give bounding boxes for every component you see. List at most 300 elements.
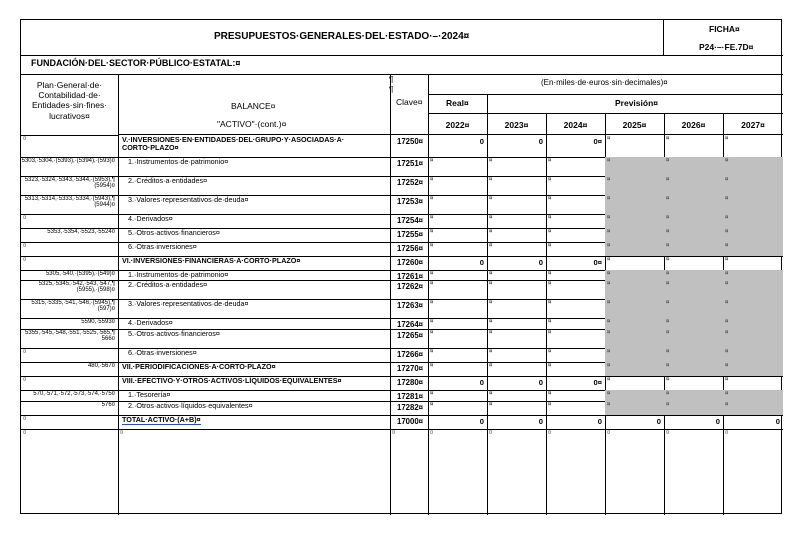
empty-cell-mark: ¤ [607,136,611,142]
value-cell[interactable] [723,228,783,242]
empty-cell-mark: ¤ [666,349,670,355]
empty-cell-mark: ¤ [548,281,552,287]
empty-cell-mark: ¤ [666,363,670,369]
value-cell[interactable] [428,195,487,214]
empty-cell-mark: ¤ [666,377,670,383]
empty-cell-mark: ¤ [548,330,552,336]
row-label: TOTAL·ACTIVO·(A+B)¤ [122,415,201,424]
empty-cell-mark: ¤ [489,430,493,436]
empty-cell-mark: ¤ [725,281,729,287]
value-cell[interactable] [546,270,605,280]
value-cell[interactable] [487,348,546,362]
pgc-accounts: 5303,·5304,·(5393),·(5394),·(593)¤ [21,158,115,164]
empty-cell-mark: ¤ [430,196,434,202]
value-cell[interactable] [664,401,723,415]
row-label: 1.·Tesorería¤ [128,390,171,399]
empty-cell-mark: ¤ [430,243,434,249]
value-cell[interactable] [664,280,723,299]
value-cell[interactable] [664,390,723,401]
value-cell[interactable]: 0 [538,378,543,387]
row-clave: 17261¤ [397,272,424,281]
table-row [21,329,783,348]
value-cell[interactable] [605,256,664,270]
value-cell[interactable] [723,195,783,214]
value-cell[interactable] [605,390,664,401]
empty-cell-mark: ¤ [430,319,434,325]
prevision-header: Previsión¤ [615,98,658,108]
value-cell[interactable] [428,270,487,280]
empty-cell-mark: ¤ [489,215,493,221]
empty-cell-mark: ¤ [489,271,493,277]
empty-cell-mark: ¤ [725,363,729,369]
empty-cell-mark: ¤ [23,257,27,263]
row-clave: 17255¤ [397,230,424,239]
value-cell[interactable] [487,362,546,376]
empty-cell-mark: ¤ [666,158,670,164]
year-header-6: 2027¤ [741,120,765,130]
year-header-2: 2023¤ [504,120,529,130]
pgc-accounts [21,348,118,362]
value-cell[interactable] [546,318,605,329]
empty-cell-mark: ¤ [548,363,552,369]
year-header-1: 2022¤ [445,120,470,130]
empty-cell-mark: ¤ [23,215,27,221]
empty-cell-mark: ¤ [607,281,611,287]
empty-cell-mark: ¤ [548,391,552,397]
empty-cell-mark: ¤ [666,402,670,408]
row-clave: 17262¤ [397,282,424,291]
empty-cell-mark: ¤ [489,402,493,408]
value-cell[interactable] [546,157,605,176]
empty-cell-mark: ¤ [725,319,729,325]
table-row [21,228,783,242]
empty-cell-mark: ¤ [725,257,729,263]
value-cell[interactable] [605,401,664,415]
value-cell[interactable] [428,401,487,415]
value-cell[interactable] [428,299,487,318]
row-label: 6.·Otras·inversiones¤ [128,242,197,251]
real-header: Real¤ [446,98,469,108]
value-cell[interactable] [723,318,783,329]
empty-cell-mark: ¤ [725,243,729,249]
row-label: 1.·Instrumentos·de·patrimonio¤ [128,157,229,166]
balance-header: BALANCE¤ [231,101,276,111]
year-header-5: 2026¤ [681,120,706,130]
pgc-accounts: 5315,·5335,·541,·546,·(5945),¶ (597)¤ [31,300,115,313]
value-cell[interactable] [487,280,546,299]
value-cell[interactable] [664,176,723,195]
pgc-accounts [21,415,118,429]
row-clave: 17252¤ [397,178,424,187]
value-cell[interactable] [723,256,783,270]
value-cell[interactable] [664,157,723,176]
empty-cell-mark: ¤ [120,430,124,436]
empty-cell-mark: ¤ [725,271,729,277]
value-cell[interactable] [428,176,487,195]
row-label: 2.·Créditos·a·entidades¤ [128,280,208,289]
row-clave: 17270¤ [397,364,424,373]
row-clave: 17265¤ [397,331,424,340]
row-clave: 17282¤ [397,403,424,412]
value-cell[interactable] [546,299,605,318]
pgc-accounts: 5353,·5354,·5523,·5524¤ [47,229,115,235]
value-cell[interactable]: 0 [656,417,661,426]
value-cell[interactable] [487,195,546,214]
value-cell[interactable] [605,280,664,299]
value-cell[interactable] [428,157,487,176]
empty-cell-mark: ¤ [548,349,552,355]
value-cell[interactable] [664,270,723,280]
row-clave: 17251¤ [397,159,424,168]
pgc-accounts [21,135,118,157]
empty-cell-mark: ¤ [607,402,611,408]
value-cell[interactable] [605,318,664,329]
empty-cell-mark: ¤ [725,229,729,235]
pgc-accounts: 570,·571,·572,·573,·574,·575¤ [33,391,115,397]
value-cell[interactable] [487,318,546,329]
table-row [21,401,783,415]
row-clave: 17266¤ [397,350,424,359]
value-cell[interactable] [428,390,487,401]
value-cell[interactable] [664,195,723,214]
value-cell[interactable] [605,176,664,195]
empty-cell-mark: ¤ [607,300,611,306]
trailing-blank-row [21,429,783,439]
value-cell[interactable] [723,214,783,228]
empty-cell-mark: ¤ [489,229,493,235]
form-title: PRESUPUESTOS·GENERALES·DEL·ESTADO·–·2024¤ [214,31,470,42]
row-label: 2.·Créditos·a·entidades¤ [128,176,208,185]
row-clave: 17264¤ [397,320,424,329]
empty-cell-mark: ¤ [430,330,434,336]
empty-cell-mark: ¤ [725,215,729,221]
empty-cell-mark: ¤ [430,349,434,355]
value-cell[interactable] [487,270,546,280]
pgc-accounts [21,214,118,228]
value-cell[interactable] [664,135,723,157]
pgc-accounts: 480,·567¤ [87,363,115,369]
value-cell[interactable]: 0¤ [593,137,602,146]
empty-cell-mark: ¤ [548,402,552,408]
empty-cell-mark: ¤ [725,391,729,397]
value-cell[interactable] [546,280,605,299]
year-header-3: 2024¤ [563,120,588,130]
value-cell[interactable]: 0 [479,417,484,426]
value-cell[interactable] [546,242,605,256]
empty-cell-mark: ¤ [548,229,552,235]
value-cell[interactable] [723,135,783,157]
pgc-accounts [21,242,118,256]
row-label: 5.·Otros·activos·financieros¤ [128,329,220,338]
table-row [21,348,783,362]
pgc-accounts [21,256,118,270]
empty-cell-mark: ¤ [666,215,670,221]
value-cell[interactable] [723,299,783,318]
value-cell[interactable]: 0 [538,417,543,426]
value-cell[interactable] [546,228,605,242]
value-cell[interactable] [428,242,487,256]
table-row [21,195,783,214]
value-cell[interactable] [723,401,783,415]
ficha-label: FICHA¤ [709,24,740,34]
activo-header: "ACTIVO"·(cont.)¤ [217,119,287,129]
empty-cell-mark: ¤ [548,196,552,202]
empty-cell-mark: ¤ [725,158,729,164]
value-cell[interactable] [487,242,546,256]
empty-cell-mark: ¤ [489,158,493,164]
row-clave: 17260¤ [397,258,424,267]
empty-cell-mark: ¤ [430,281,434,287]
value-cell[interactable] [605,195,664,214]
empty-cell-mark: ¤ [23,243,27,249]
value-cell[interactable] [605,376,664,390]
budget-form-page [20,19,782,514]
empty-cell-mark: ¤ [430,215,434,221]
empty-cell-mark: ¤ [725,136,729,142]
value-cell[interactable] [664,318,723,329]
table-row [21,376,783,390]
pgc-accounts: 5313,·5314,·5333,·5334,·(5943),¶ (5944)¤ [24,196,115,209]
value-cell[interactable] [605,228,664,242]
value-cell[interactable]: 0 [538,137,543,146]
empty-cell-mark: ¤ [23,416,27,422]
value-cell[interactable] [664,242,723,256]
value-cell[interactable] [664,299,723,318]
empty-cell-mark: ¤ [430,229,434,235]
value-cell[interactable] [723,362,783,376]
empty-cell-mark: ¤ [548,271,552,277]
empty-cell-mark: ¤ [607,177,611,183]
empty-cell-mark: ¤ [430,158,434,164]
value-cell[interactable] [723,329,783,348]
value-cell[interactable] [428,348,487,362]
row-clave: 17000¤ [397,417,424,426]
row-clave: 17250¤ [397,137,424,146]
row-clave: 17280¤ [397,378,424,387]
plan-general-header [21,80,118,121]
value-cell[interactable] [428,329,487,348]
value-cell[interactable] [546,390,605,401]
row-label: 3.·Valores·representativos·de·deuda¤ [128,299,249,308]
value-cell[interactable] [664,256,723,270]
empty-cell-mark: ¤ [666,300,670,306]
value-cell[interactable]: 0¤ [593,378,602,387]
row-label: V.·INVERSIONES·EN·ENTIDADES·DEL·GRUPO·Y·ASOCIADAS·A· CORTO·PLAZO¤ [122,135,345,152]
empty-cell-mark: ¤ [725,377,729,383]
empty-cell-mark: ¤ [548,243,552,249]
empty-cell-mark: ¤ [666,177,670,183]
empty-cell-mark: ¤ [392,430,396,436]
value-cell[interactable] [546,176,605,195]
clave-pilcrow-1: ¶ [389,75,394,84]
plan-general-text: Plan·General·de· Contabilidad·de· Entidades·sin·fines· lucrativos¤ [31,80,108,121]
value-cell[interactable] [664,376,723,390]
empty-cell-mark: ¤ [666,136,670,142]
pgc-accounts: 5323,·5324,·5343,·5344,·(5953),¶ (5954)¤ [24,177,115,190]
row-label: VII.·PERIODIFICACIONES·A·CORTO·PLAZO¤ [122,362,276,371]
empty-cell-mark: ¤ [607,257,611,263]
empty-cell-mark: ¤ [548,300,552,306]
value-cell[interactable] [664,214,723,228]
empty-cell-mark: ¤ [666,281,670,287]
value-cell[interactable] [546,329,605,348]
value-cell[interactable] [428,280,487,299]
value-cell[interactable] [664,362,723,376]
empty-cell-mark: ¤ [666,243,670,249]
value-cell[interactable] [428,362,487,376]
value-cell[interactable] [487,176,546,195]
empty-cell-mark: ¤ [489,281,493,287]
empty-cell-mark: ¤ [607,349,611,355]
value-cell[interactable] [487,390,546,401]
value-cell[interactable] [605,214,664,228]
pgc-accounts [21,376,118,390]
value-cell[interactable] [487,157,546,176]
value-cell[interactable] [605,135,664,157]
empty-cell-mark: ¤ [489,196,493,202]
empty-cell-mark: ¤ [725,196,729,202]
table-row [21,157,783,176]
value-cell[interactable] [723,348,783,362]
value-cell[interactable] [546,195,605,214]
value-cell[interactable] [546,362,605,376]
value-cell[interactable]: 0 [715,417,720,426]
value-cell[interactable] [605,362,664,376]
value-cell[interactable] [723,176,783,195]
value-cell[interactable] [487,401,546,415]
empty-cell-mark: ¤ [725,300,729,306]
row-clave: 17253¤ [397,197,424,206]
empty-cell-mark: ¤ [430,402,434,408]
value-cell[interactable]: 0 [597,417,602,426]
empty-cell-mark: ¤ [725,430,729,436]
empty-cell-mark: ¤ [548,177,552,183]
value-cell[interactable] [546,214,605,228]
value-cell[interactable]: 0 [479,378,484,387]
empty-cell-mark: ¤ [430,363,434,369]
value-cell[interactable] [664,348,723,362]
empty-cell-mark: ¤ [489,349,493,355]
table-row [21,270,783,280]
empty-cell-mark: ¤ [607,377,611,383]
row-label: VI.·INVERSIONES·FINANCIERAS·A·CORTO·PLAZO¤ [122,256,301,265]
empty-cell-mark: ¤ [489,363,493,369]
value-cell[interactable] [487,228,546,242]
entity-label: FUNDACIÓN·DEL·SECTOR·PÚBLICO·ESTATAL:¤ [31,58,241,68]
empty-cell-mark: ¤ [489,177,493,183]
value-cell[interactable] [605,157,664,176]
value-cell[interactable] [723,280,783,299]
value-cell[interactable] [428,214,487,228]
empty-cell-mark: ¤ [548,430,552,436]
value-cell[interactable] [723,242,783,256]
value-cell[interactable]: 0 [538,258,543,267]
value-cell[interactable] [605,348,664,362]
pgc-accounts: 5590,·5593¤ [81,319,115,325]
empty-cell-mark: ¤ [430,391,434,397]
empty-cell-mark: ¤ [666,196,670,202]
year-header-4: 2025¤ [622,120,647,130]
value-cell[interactable]: 0 [479,258,484,267]
empty-cell-mark: ¤ [607,196,611,202]
empty-cell-mark: ¤ [666,330,670,336]
clave-header: Clave¤ [396,97,423,107]
row-label: 1.·Instrumentos·de·patrimonio¤ [128,270,229,279]
empty-cell-mark: ¤ [607,330,611,336]
value-cell[interactable] [487,329,546,348]
row-label: 5.·Otros·activos·financieros¤ [128,228,220,237]
row-label: 2.·Otros·activos·líquidos·equivalentes¤ [128,401,253,410]
table-row [21,176,783,195]
row-label: VIII.·EFECTIVO·Y·OTROS·ACTIVOS·LÍQUIDOS·EQUIVALENTES¤ [122,376,342,385]
units-header: (En·miles·de·euros·sin·decimales)¤ [541,78,668,87]
row-label: 6.·Otras·inversiones¤ [128,348,197,357]
row-label: 4.·Derivados¤ [128,318,173,327]
value-cell[interactable] [605,242,664,256]
empty-cell-mark: ¤ [548,319,552,325]
value-cell[interactable] [723,390,783,401]
pgc-accounts: 5355,·545,·548,·551,·5525,·565,¶ 566¤ [25,330,115,343]
value-cell[interactable] [605,329,664,348]
empty-cell-mark: ¤ [23,377,27,383]
value-cell[interactable] [428,228,487,242]
empty-cell-mark: ¤ [607,271,611,277]
value-cell[interactable] [664,228,723,242]
value-cell[interactable] [428,318,487,329]
empty-cell-mark: ¤ [489,330,493,336]
table-row [21,135,783,157]
value-cell[interactable]: 0 [479,137,484,146]
table-row [21,390,783,401]
value-cell[interactable]: 0¤ [593,258,602,267]
empty-cell-mark: ¤ [666,257,670,263]
empty-cell-mark: ¤ [607,391,611,397]
empty-cell-mark: ¤ [607,430,611,436]
empty-cell-mark: ¤ [666,430,670,436]
empty-cell-mark: ¤ [23,349,27,355]
value-cell[interactable] [723,376,783,390]
table-row [21,256,783,270]
value-cell[interactable] [723,157,783,176]
value-cell[interactable] [664,329,723,348]
empty-cell-mark: ¤ [548,215,552,221]
value-cell[interactable] [605,299,664,318]
empty-cell-mark: ¤ [725,402,729,408]
empty-cell-mark: ¤ [607,158,611,164]
value-cell[interactable] [546,401,605,415]
value-cell[interactable] [723,270,783,280]
row-clave: 17281¤ [397,392,424,401]
table-row [21,242,783,256]
empty-cell-mark: ¤ [607,243,611,249]
clave-pilcrow-2: ¶ [389,85,394,94]
pgc-accounts: 5325,·5345,·542,·543,·547,¶ (5955),·(598)¤ [38,281,115,294]
empty-cell-mark: ¤ [725,330,729,336]
empty-cell-mark: ¤ [666,271,670,277]
empty-cell-mark: ¤ [430,177,434,183]
value-cell[interactable] [605,270,664,280]
value-cell[interactable]: 0 [775,417,780,426]
ficha-code: P24·–·FE.7D¤ [699,42,754,52]
value-cell[interactable] [487,214,546,228]
empty-cell-mark: ¤ [489,243,493,249]
row-label: 3.·Valores·representativos·de·deuda¤ [128,195,249,204]
empty-cell-mark: ¤ [666,229,670,235]
value-cell[interactable] [487,299,546,318]
empty-cell-mark: ¤ [607,215,611,221]
empty-cell-mark: ¤ [489,391,493,397]
value-cell[interactable] [546,348,605,362]
